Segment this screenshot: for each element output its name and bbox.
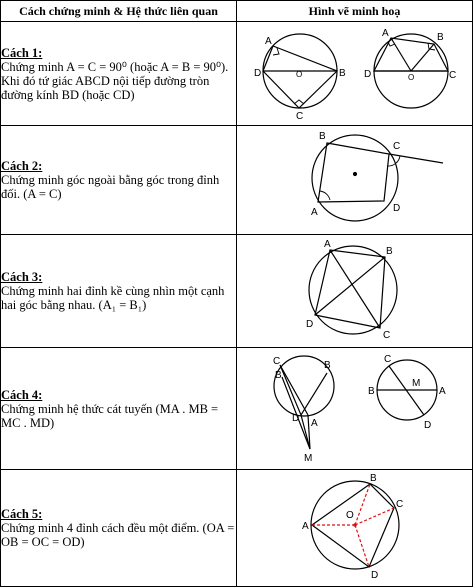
label-b: B <box>338 68 346 79</box>
label-a: A <box>310 418 318 429</box>
label-a: A <box>301 521 309 532</box>
center-o <box>353 523 357 527</box>
label-c: C <box>448 70 456 81</box>
method-5-text-cell <box>1 470 237 587</box>
diagonal-ac <box>330 250 380 328</box>
label-o: O <box>295 70 302 79</box>
label-c: C <box>382 330 390 341</box>
label-b: B <box>369 473 377 484</box>
table-row-method-5 <box>1 470 473 587</box>
method-5-figure-cell <box>237 470 473 587</box>
method-3-description: Chứng minh hai đỉnh kề cùng nhìn một cạnh hai góc bằng nhau. (A₁ = B₁) <box>1 284 225 312</box>
label-o: O <box>407 73 414 82</box>
diagonal-bd <box>315 257 385 315</box>
method-4-title: Cách 4: <box>1 387 43 402</box>
label-d: D <box>423 420 431 431</box>
label-b-top: B <box>323 360 331 371</box>
method-1-text-cell <box>1 22 237 126</box>
method-5-description: Chứng minh 4 đỉnh cách đều một điểm. (OA = OB = OC = OD) <box>1 521 235 549</box>
label-c: C <box>272 356 280 367</box>
method-3-text-cell <box>1 235 237 348</box>
label-a: A <box>438 386 446 397</box>
header-illustration: Hình vẽ minh hoạ <box>237 1 473 22</box>
label-m: M <box>411 378 420 389</box>
method-4-figure <box>238 348 472 464</box>
figure-1-right <box>364 28 456 108</box>
label-c: C <box>395 499 403 510</box>
label-b: B <box>385 246 393 257</box>
method-4-text-cell <box>1 348 237 470</box>
label-b: B <box>367 386 375 397</box>
label-b: B <box>436 32 444 43</box>
method-1-figure-cell <box>237 22 473 126</box>
label-b: B <box>274 370 282 381</box>
label-a: A <box>264 36 272 47</box>
table-row-method-2 <box>1 126 473 235</box>
table-row-method-3 <box>1 235 473 348</box>
label-d: D <box>392 203 400 214</box>
figure-4-right <box>368 354 446 431</box>
method-3-figure <box>238 235 472 342</box>
center-dot <box>353 173 356 176</box>
label-d: D <box>363 69 371 80</box>
label-c: C <box>383 354 391 365</box>
label-b: B <box>318 131 326 142</box>
figure-4-left <box>273 356 334 464</box>
header-methods: Cách chứng minh & Hệ thức liên quan <box>1 1 237 22</box>
method-1-description: Chứng minh A = C = 90⁰ (hoặc A = B = 90⁰). Khi đó tứ giác ABCD nội tiếp đường tròn đường kính BD (hoặc CD) <box>1 59 229 102</box>
label-o: O <box>345 510 354 521</box>
label-a: A <box>310 207 318 218</box>
method-2-figure-cell <box>237 126 473 235</box>
method-2-title: Cách 2: <box>1 159 43 173</box>
label-d: D <box>305 319 313 330</box>
label-a: A <box>381 28 389 39</box>
right-angle-mark-c <box>294 100 304 104</box>
label-d: D <box>370 570 378 581</box>
label-m: M <box>303 453 312 464</box>
method-2-figure <box>238 126 472 229</box>
table-row-method-1 <box>1 22 473 126</box>
method-3-title: Cách 3: <box>1 270 43 284</box>
table-row-method-4 <box>1 348 473 470</box>
segment-bo <box>411 44 434 71</box>
label-c: C <box>295 111 303 120</box>
label-d: D <box>253 68 261 79</box>
method-5-title: Cách 5: <box>1 507 43 521</box>
method-4-description: Chứng minh hệ thức cát tuyến (MA . MB = MC . MD) <box>1 401 219 430</box>
label-a: A <box>323 239 331 250</box>
table-header-row <box>1 1 473 22</box>
segment-ao <box>391 38 411 71</box>
method-1-figure <box>238 22 472 120</box>
right-angle-mark-a <box>273 48 279 55</box>
quadrilateral-abcd <box>318 143 389 202</box>
method-4-figure-cell <box>237 348 473 470</box>
figure-1-left <box>254 34 346 120</box>
method-2-description: Chứng minh góc ngoài bằng góc trong đỉnh đối. (A = C) <box>1 173 220 201</box>
method-3-figure-cell <box>237 235 473 348</box>
method-1-title: Cách 1: <box>1 45 43 60</box>
quadrilateral-abcd <box>315 250 385 328</box>
method-2-text-cell <box>1 126 237 235</box>
angle-mark-a <box>320 191 330 200</box>
label-d: D <box>291 413 299 424</box>
label-c: C <box>392 141 400 152</box>
method-5-figure <box>238 470 472 581</box>
circumcircle <box>309 246 397 334</box>
